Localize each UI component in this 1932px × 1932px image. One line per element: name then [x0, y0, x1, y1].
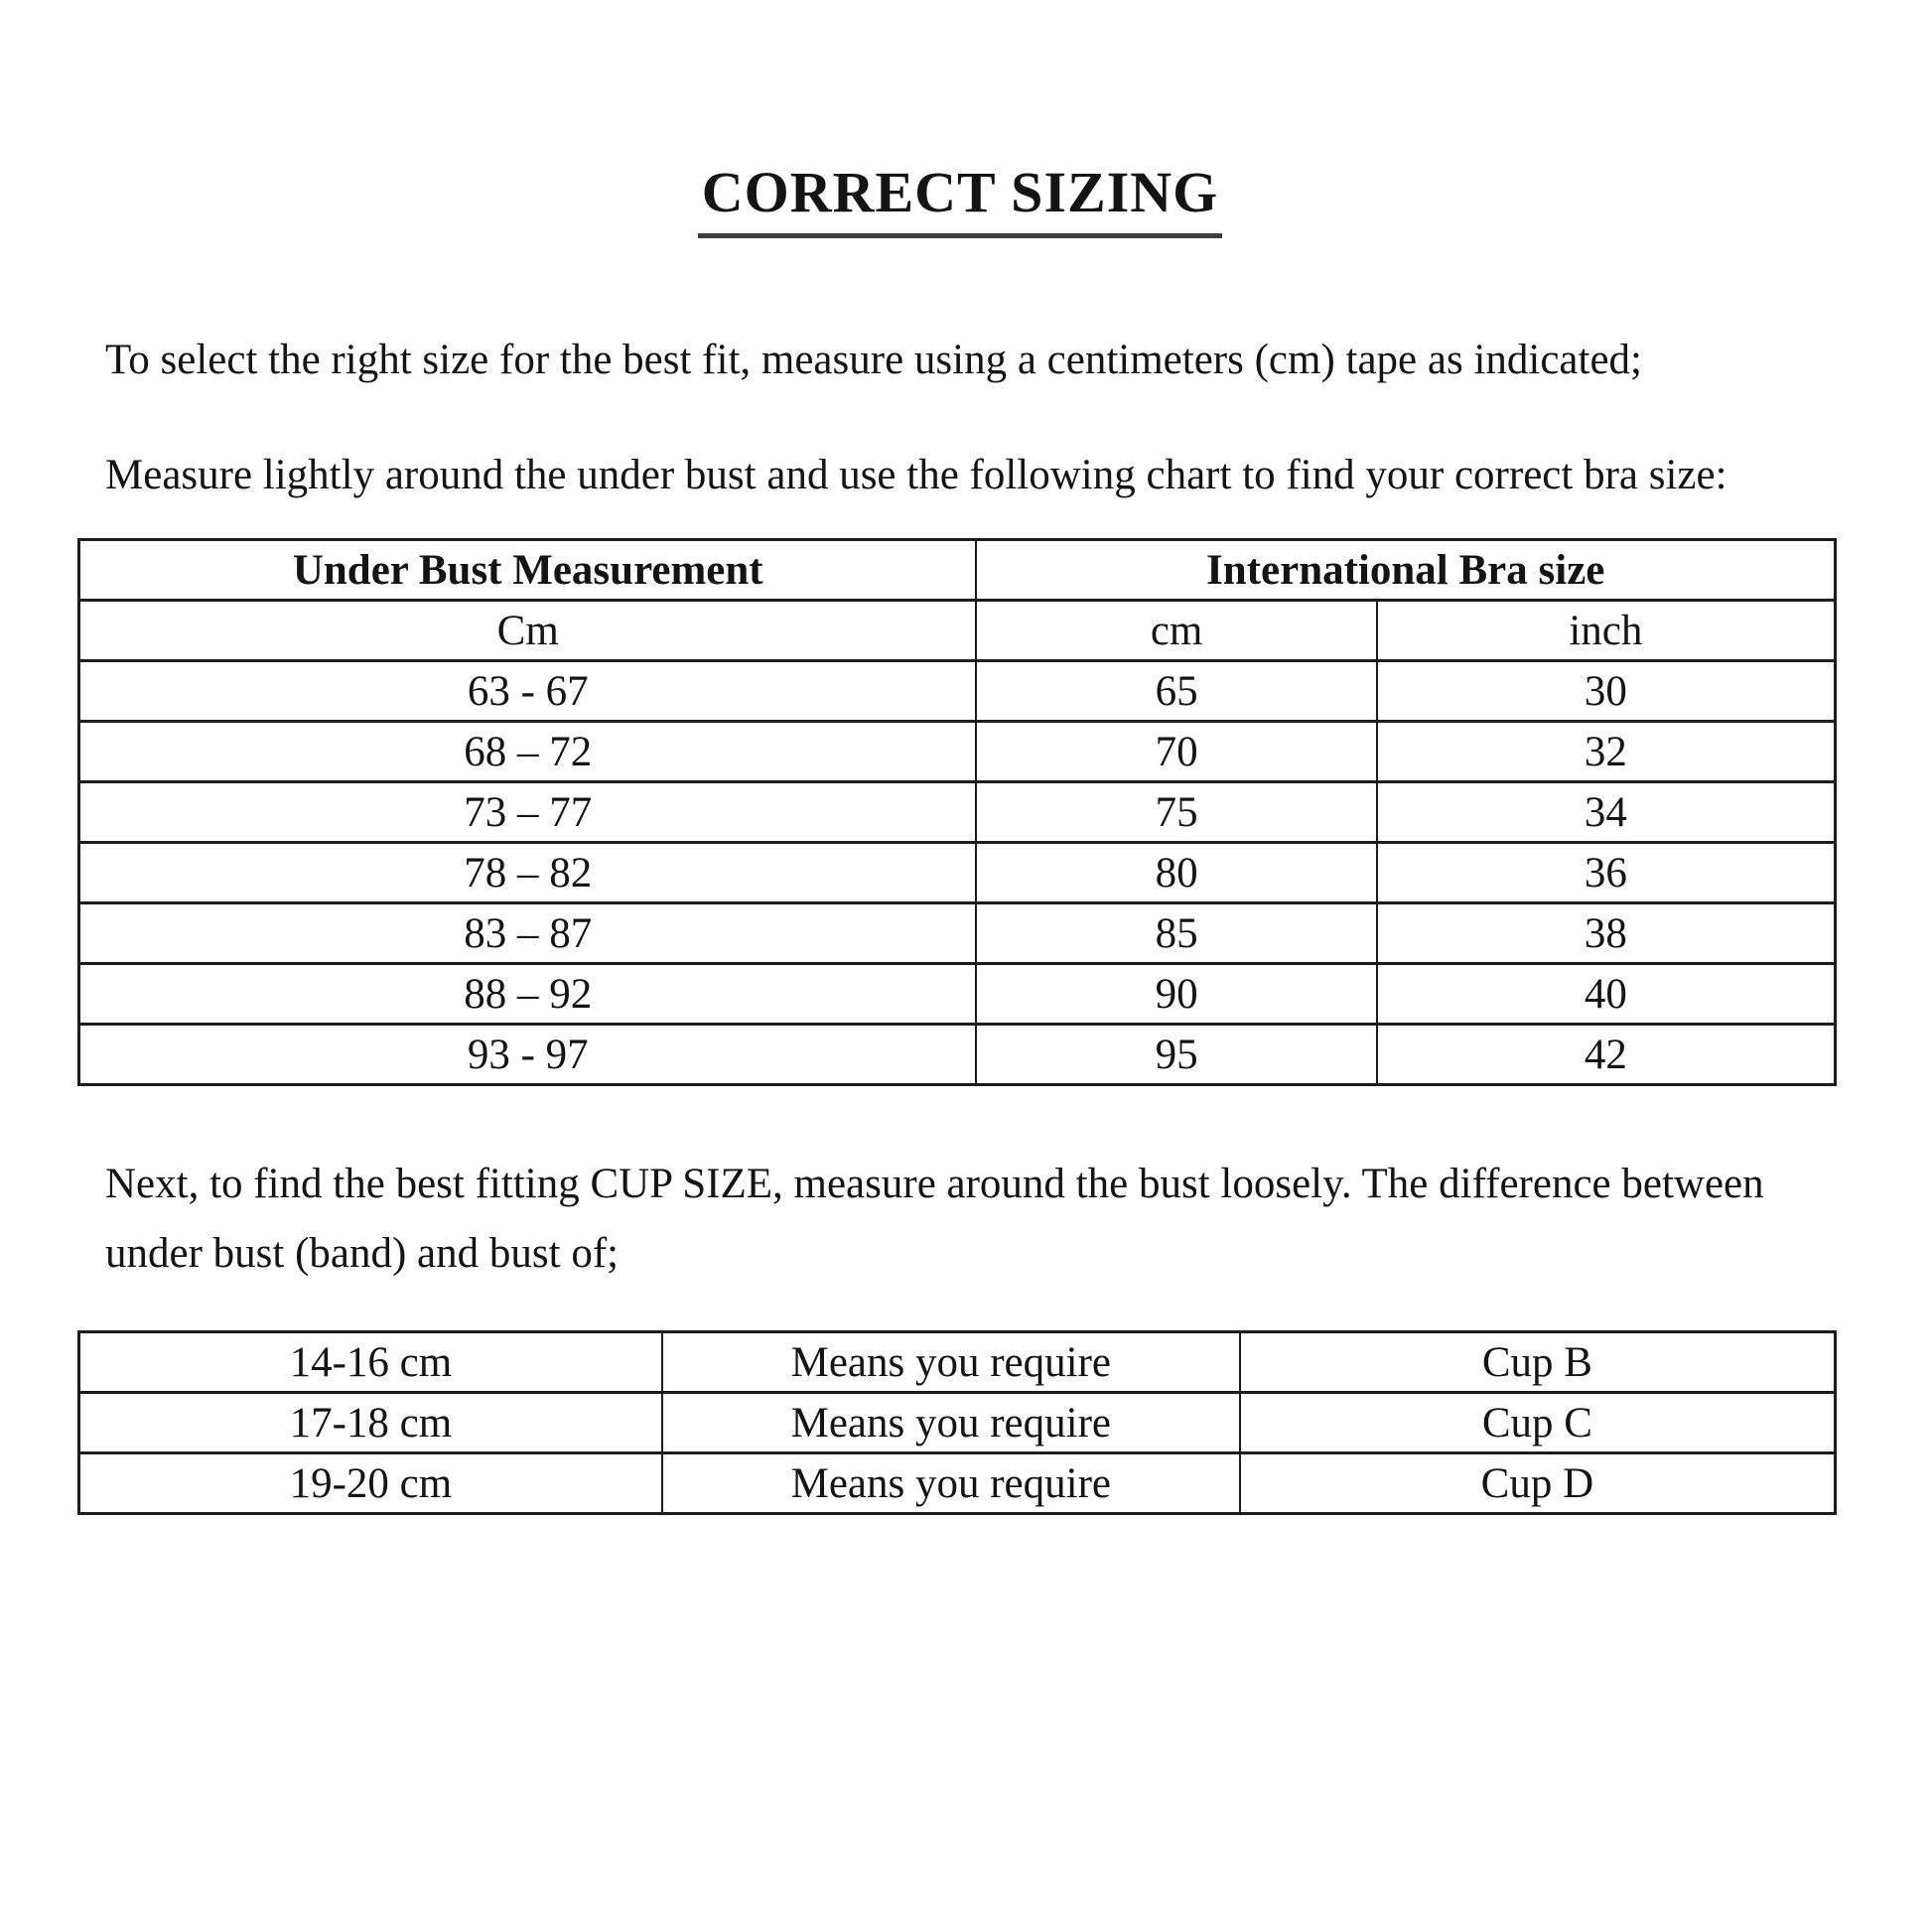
table-row — [79, 782, 1836, 843]
table-row — [79, 1025, 1836, 1085]
size-table-subheader-row — [79, 601, 1836, 661]
table-row — [79, 1332, 1836, 1393]
table-row — [79, 903, 1836, 964]
subheader-cm: cm — [976, 601, 1376, 661]
table-row — [79, 722, 1836, 782]
table-cell: 75 — [976, 782, 1376, 843]
table-cell: 14-16 cm — [79, 1332, 662, 1393]
title-container — [77, 159, 1843, 238]
table-row — [79, 1453, 1836, 1514]
intro-paragraph: To select the right size for the best fit, measure using a centimeters (cm) tape as indicated; — [105, 337, 1642, 383]
international-bra-size-header: International Bra size — [976, 540, 1835, 601]
table-cell: 30 — [1377, 661, 1836, 722]
subheader-inch: inch — [1377, 601, 1836, 661]
table-cell: 85 — [976, 903, 1376, 964]
table-cell: Means you require — [662, 1393, 1240, 1453]
table-cell: 38 — [1377, 903, 1836, 964]
table-row — [79, 661, 1836, 722]
cup-size-table — [77, 1330, 1837, 1515]
table-cell: 70 — [976, 722, 1376, 782]
table-cell: 83 – 87 — [79, 903, 977, 964]
table-cell: 88 – 92 — [79, 964, 977, 1025]
table-cell: 68 – 72 — [79, 722, 977, 782]
table-row — [79, 1393, 1836, 1453]
table-cell: 95 — [976, 1025, 1376, 1085]
table-cell: 63 - 67 — [79, 661, 977, 722]
table-cell: 36 — [1377, 843, 1836, 903]
measure-paragraph: Measure lightly around the under bust and use the following chart to find your correct bra size: — [105, 452, 1727, 499]
subheader-cm-left: Cm — [79, 601, 977, 661]
table-cell: 80 — [976, 843, 1376, 903]
table-cell: Cup D — [1240, 1453, 1836, 1514]
table-cell: 17-18 cm — [79, 1393, 662, 1453]
cup-size-paragraph: Next, to find the best fitting CUP SIZE, measure around the bust loosely. The difference between under bust (band) and bust of; — [105, 1161, 1764, 1278]
table-row — [79, 843, 1836, 903]
table-cell: 40 — [1377, 964, 1836, 1025]
table-cell: 78 – 82 — [79, 843, 977, 903]
size-table-group-header-row — [79, 540, 1836, 601]
table-cell: 93 - 97 — [79, 1025, 977, 1085]
table-cell: Means you require — [662, 1332, 1240, 1393]
underbust-measurement-header: Under Bust Measurement — [79, 540, 977, 601]
table-cell: 73 – 77 — [79, 782, 977, 843]
table-cell: 32 — [1377, 722, 1836, 782]
underbust-size-table — [77, 538, 1837, 1086]
table-cell: 42 — [1377, 1025, 1836, 1085]
page-title: CORRECT SIZING — [698, 159, 1223, 238]
table-cell: Cup C — [1240, 1393, 1836, 1453]
table-cell: 90 — [976, 964, 1376, 1025]
table-cell: 65 — [976, 661, 1376, 722]
table-cell: Means you require — [662, 1453, 1240, 1514]
table-row — [79, 964, 1836, 1025]
table-cell: 19-20 cm — [79, 1453, 662, 1514]
table-cell: Cup B — [1240, 1332, 1836, 1393]
table-cell: 34 — [1377, 782, 1836, 843]
